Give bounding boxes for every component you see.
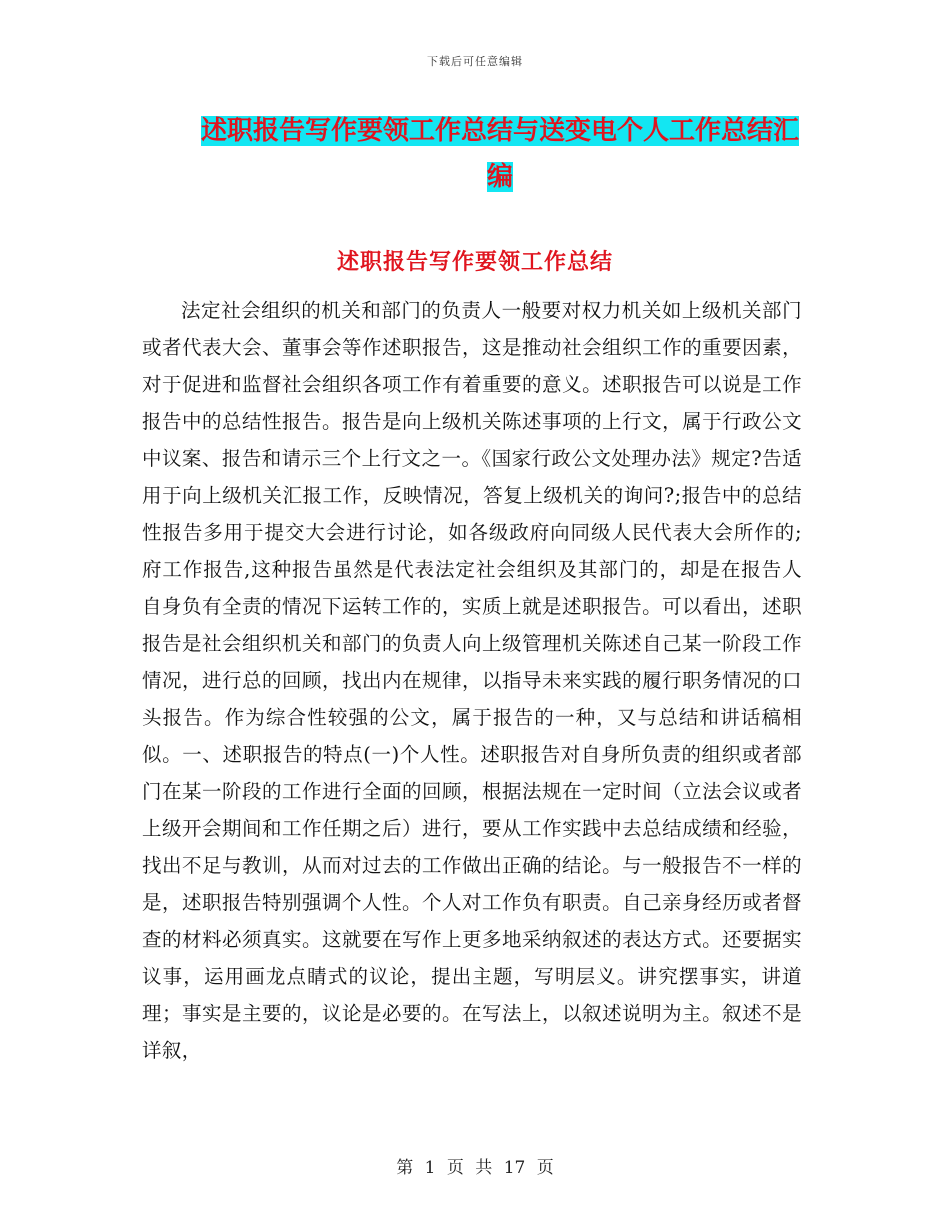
document-title-line2: 编: [486, 162, 513, 192]
document-title-line1: 述职报告写作要领工作总结与送变电个人工作总结汇: [200, 116, 799, 146]
page-header-note: 下载后可任意编辑: [427, 55, 523, 68]
section-title: 述职报告写作要领工作总结: [336, 249, 613, 275]
body-paragraph: 法定社会组织的机关和部门的负责人一般要对权力机关如上级机关部门或者代表大会、董事会等作述职报告，这是推动社会组织工作的重要因素，对于促进和监督社会组织各项工作有着重要的意义。述职报告可以说是工作报告中的总结性报告。报告是向上级机关陈述事项的上行文，属于行政公文中议案、报告和请示三个上行文之一。《国家行政公文处理办法》规定?告适用于向上级机关汇报工作，反映情况，答复上级机关的询问?;报告中的总结性报告多用于提交大会进行讨论，如各级政府向同级人民代表大会所作的;府工作报告,这种报告虽然是代表法定社会组织及其部门的，却是在报告人自身负有全责的情况下运转工作的，实质上就是述职报告。可以看出，述职报告是社会组织机关和部门的负责人向上级管理机关陈述自己某一阶段工作情况，进行总的回顾，找出内在规律，以指导未来实践的履行职务情况的口头报告。作为综合性较强的公文，属于报告的一种，又与总结和讲话稿相似。一、述职报告的特点(一)个人性。述职报告对自身所负责的组织或者部门在某一阶段的工作进行全面的回顾，根据法规在一定时间（立法会议或者上级开会期间和工作任期之后）进行，要从工作实践中去总结成绩和经验，找出不足与教训，从而对过去的工作做出正确的结论。与一般报告不一样的是，述职报告特别强调个人性。个人对工作负有职责。自己亲身经历或者督查的材料必须真实。这就要在写作上更多地采纳叙述的表达方式。还要据实议事，运用画龙点睛式的议论，提出主题，写明层义。讲究摆事实，讲道理；事实是主要的，议论是必要的。在写法上，以叙述说明为主。叙述不是详叙，: [142, 299, 802, 1062]
document-title: [190, 108, 810, 200]
page-number: 第 1 页 共 17 页: [396, 1158, 554, 1178]
